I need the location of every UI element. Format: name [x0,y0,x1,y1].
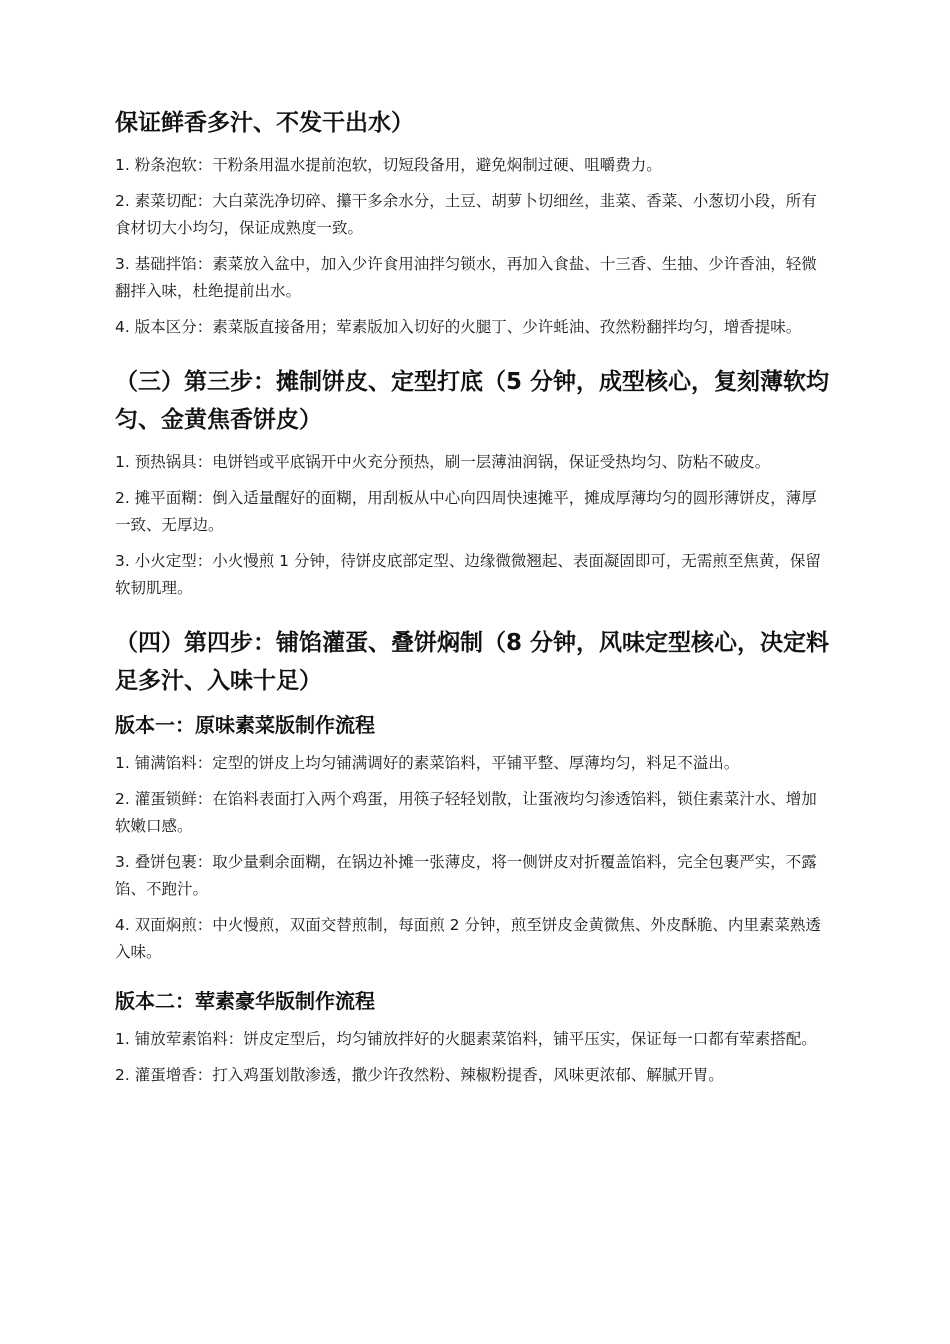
document-page [115,104,831,1098]
section2-heading-tail: 保证鲜香多汁、不发干出水） [115,110,414,136]
list-item: 3. 小火定型：小火慢煎 1 分钟，待饼皮底部定型、边缘微微翘起、表面凝固即可，无需煎至焦黄，保留软韧肌理。 [115,552,821,597]
section4-heading: （四）第四步：铺馅灌蛋、叠饼焖制（8 分钟，风味定型核心，决定料足多汁、入味十足） [115,630,830,694]
list-item: 2. 素菜切配：大白菜洗净切碎、攥干多余水分，土豆、胡萝卜切细丝，韭菜、香菜、小葱切小段，所有食材切大小均匀，保证成熟度一致。 [115,192,817,237]
list-item: 2. 摊平面糊：倒入适量醒好的面糊，用刮板从中心向四周快速摊平，摊成厚薄均匀的圆形薄饼皮，薄厚一致、无厚边。 [115,489,817,534]
list-item: 1. 铺放荤素馅料：饼皮定型后，均匀铺放拌好的火腿素菜馅料，铺平压实，保证每一口都有荤素搭配。 [115,1030,817,1048]
list-item: 2. 灌蛋增香：打入鸡蛋划散渗透，撒少许孜然粉、辣椒粉提香，风味更浓郁、解腻开胃。 [115,1066,724,1084]
list-item: 1. 粉条泡软：干粉条用温水提前泡软，切短段备用，避免焖制过硬、咀嚼费力。 [115,156,662,174]
list-item: 4. 双面焖煎：中火慢煎，双面交替煎制，每面煎 2 分钟，煎至饼皮金黄微焦、外皮酥脆、内里素菜熟透入味。 [115,916,821,961]
version2-title: 版本二：荤素豪华版制作流程 [115,989,375,1013]
version1-title: 版本一：原味素菜版制作流程 [115,713,375,737]
section3-heading: （三）第三步：摊制饼皮、定型打底（5 分钟，成型核心，复刻薄软均匀、金黄焦香饼皮） [115,369,830,433]
list-item: 3. 叠饼包裹：取少量剩余面糊，在锅边补摊一张薄皮，将一侧饼皮对折覆盖馅料，完全包裹严实，不露馅、不跑汁。 [115,853,817,898]
list-item: 2. 灌蛋锁鲜：在馅料表面打入两个鸡蛋，用筷子轻轻划散，让蛋液均匀渗透馅料，锁住素菜汁水、增加软嫩口感。 [115,790,817,835]
list-item: 3. 基础拌馅：素菜放入盆中，加入少许食用油拌匀锁水，再加入食盐、十三香、生抽、少许香油，轻微翻拌入味，杜绝提前出水。 [115,255,817,300]
list-item: 1. 预热锅具：电饼铛或平底锅开中火充分预热，刷一层薄油润锅，保证受热均匀、防粘不破皮。 [115,453,771,471]
list-item: 4. 版本区分：素菜版直接备用；荤素版加入切好的火腿丁、少许蚝油、孜然粉翻拌均匀，增香提味。 [115,318,802,336]
list-item: 1. 铺满馅料：定型的饼皮上均匀铺满调好的素菜馅料，平铺平整、厚薄均匀，料足不溢出。 [115,754,740,772]
